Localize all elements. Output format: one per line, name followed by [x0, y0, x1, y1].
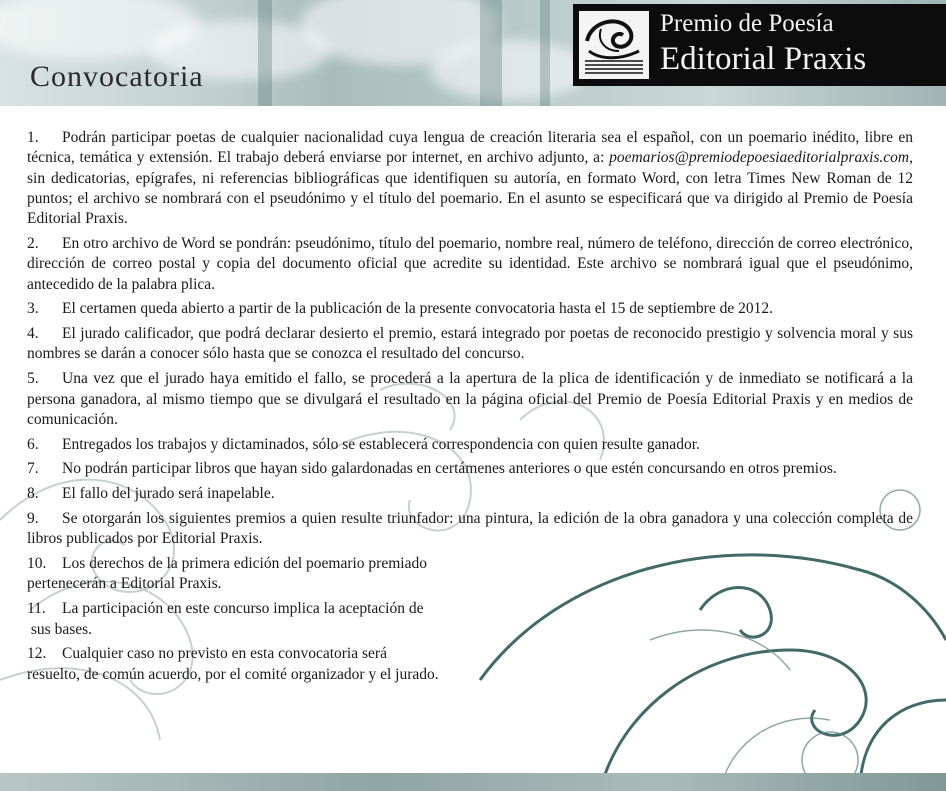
- item-text: La participación en este concurso implica la aceptación de: [62, 600, 424, 618]
- item-text: Cualquier caso no previsto en esta convocatoria será: [62, 645, 387, 663]
- list-item: [27, 435, 913, 455]
- item-number: 11.: [27, 600, 46, 618]
- item-number: 6.: [27, 435, 39, 453]
- item-number: 10.: [27, 555, 47, 573]
- email-link[interactable]: poemarios@premiodepoesiaeditorialpraxis.com: [609, 149, 910, 167]
- item-number: 4.: [27, 325, 39, 343]
- item-text: , sin dedicatorias, epígrafes, ni referencias bibliográficas que identifiquen su autoría, en formato Word, con letra Times New Roman de 12 puntos; el archivo se nombrará con el pseudónimo y el título del poemario. En el asunto se especificará que va dirigido al Premio de Poesía Editorial Praxis.: [27, 149, 913, 228]
- list-item: [27, 299, 913, 319]
- item-number: 7.: [27, 460, 39, 478]
- list-item: [27, 234, 913, 295]
- list-item: [27, 484, 913, 504]
- page-title: Convocatoria: [30, 60, 204, 93]
- list-item: [27, 128, 913, 229]
- logo-box: [573, 4, 946, 86]
- item-text: Los derechos de la primera edición del poemario premiado: [62, 555, 427, 573]
- list-item: [27, 459, 913, 479]
- item-text: Una vez que el jurado haya emitido el fallo, se procederá a la apertura de la plica de identificación y de inmediato se notificará a la persona ganadora, al mismo tiempo que se divulgará el resultado en la página oficial del Premio de Poesía Editorial Praxis y en medios de comunicación.: [27, 370, 913, 428]
- item-number: 12.: [27, 645, 47, 663]
- header-banner: [0, 0, 946, 106]
- item-number: 3.: [27, 300, 39, 318]
- item-text: Entregados los trabajos y dictaminados, sólo se establecerá correspondencia con quien resulte ganador.: [62, 435, 700, 453]
- item-text: El certamen queda abierto a partir de la publicación de la presente convocatoria hasta el 15 de septiembre de 2012.: [62, 300, 773, 318]
- item-text: En otro archivo de Word se pondrán: pseudónimo, título del poemario, nombre real, número de teléfono, dirección de correo electrónico, dirección de correo postal y copia del documento oficial que acredite su identidad. Este archivo se nombrará igual que el pseudónimo, antecedido de la palabra plica.: [27, 234, 913, 293]
- item-number: 5.: [27, 370, 39, 388]
- item-text: El fallo del jurado será inapelable.: [62, 485, 275, 503]
- logo-swirl-icon: [579, 11, 649, 79]
- logo-line-1: Premio de Poesía: [660, 10, 834, 37]
- list-item: [27, 554, 913, 595]
- item-text-continued: resuelto, de común acuerdo, por el comité organizador y el jurado.: [27, 665, 439, 683]
- item-text-continued: sus bases.: [27, 620, 93, 638]
- list-item: [27, 369, 913, 430]
- item-number: 9.: [27, 510, 39, 528]
- item-text: No podrán participar libros que hayan sido galardonadas en certámenes anteriores o que estén concursando en otros premios.: [62, 460, 837, 478]
- item-number: 8.: [27, 485, 39, 503]
- rules-list: [27, 128, 913, 689]
- item-number: 2.: [27, 234, 39, 252]
- footer-band: [0, 773, 946, 791]
- item-text: El jurado calificador, que podrá declarar desierto el premio, estará integrado por poetas de reconocido prestigio y solvencia moral y sus nombres se darán a conocer sólo hasta que se conozca el resultado del concurso.: [27, 325, 913, 363]
- list-item: [27, 599, 913, 640]
- list-item: [27, 324, 913, 365]
- item-text: Se otorgarán los siguientes premios a quien resulte triunfador: una pintura, la edición de la obra ganadora y una colección completa de libros publicados por Editorial Praxis.: [27, 510, 913, 548]
- item-text-continued: pertenecerán a Editorial Praxis.: [27, 575, 222, 593]
- item-number: 1.: [27, 129, 39, 146]
- logo-line-2: Editorial Praxis: [660, 41, 867, 77]
- list-item: [27, 644, 913, 685]
- item-text: Podrán participar poetas de cualquier nacionalidad cuya lengua de creación literaria sea el español, con un poemario inédito, libre en técnica, temática y extensión. El trabajo deberá enviarse por internet, en archivo adjunto, a:: [27, 129, 913, 167]
- list-item: [27, 509, 913, 550]
